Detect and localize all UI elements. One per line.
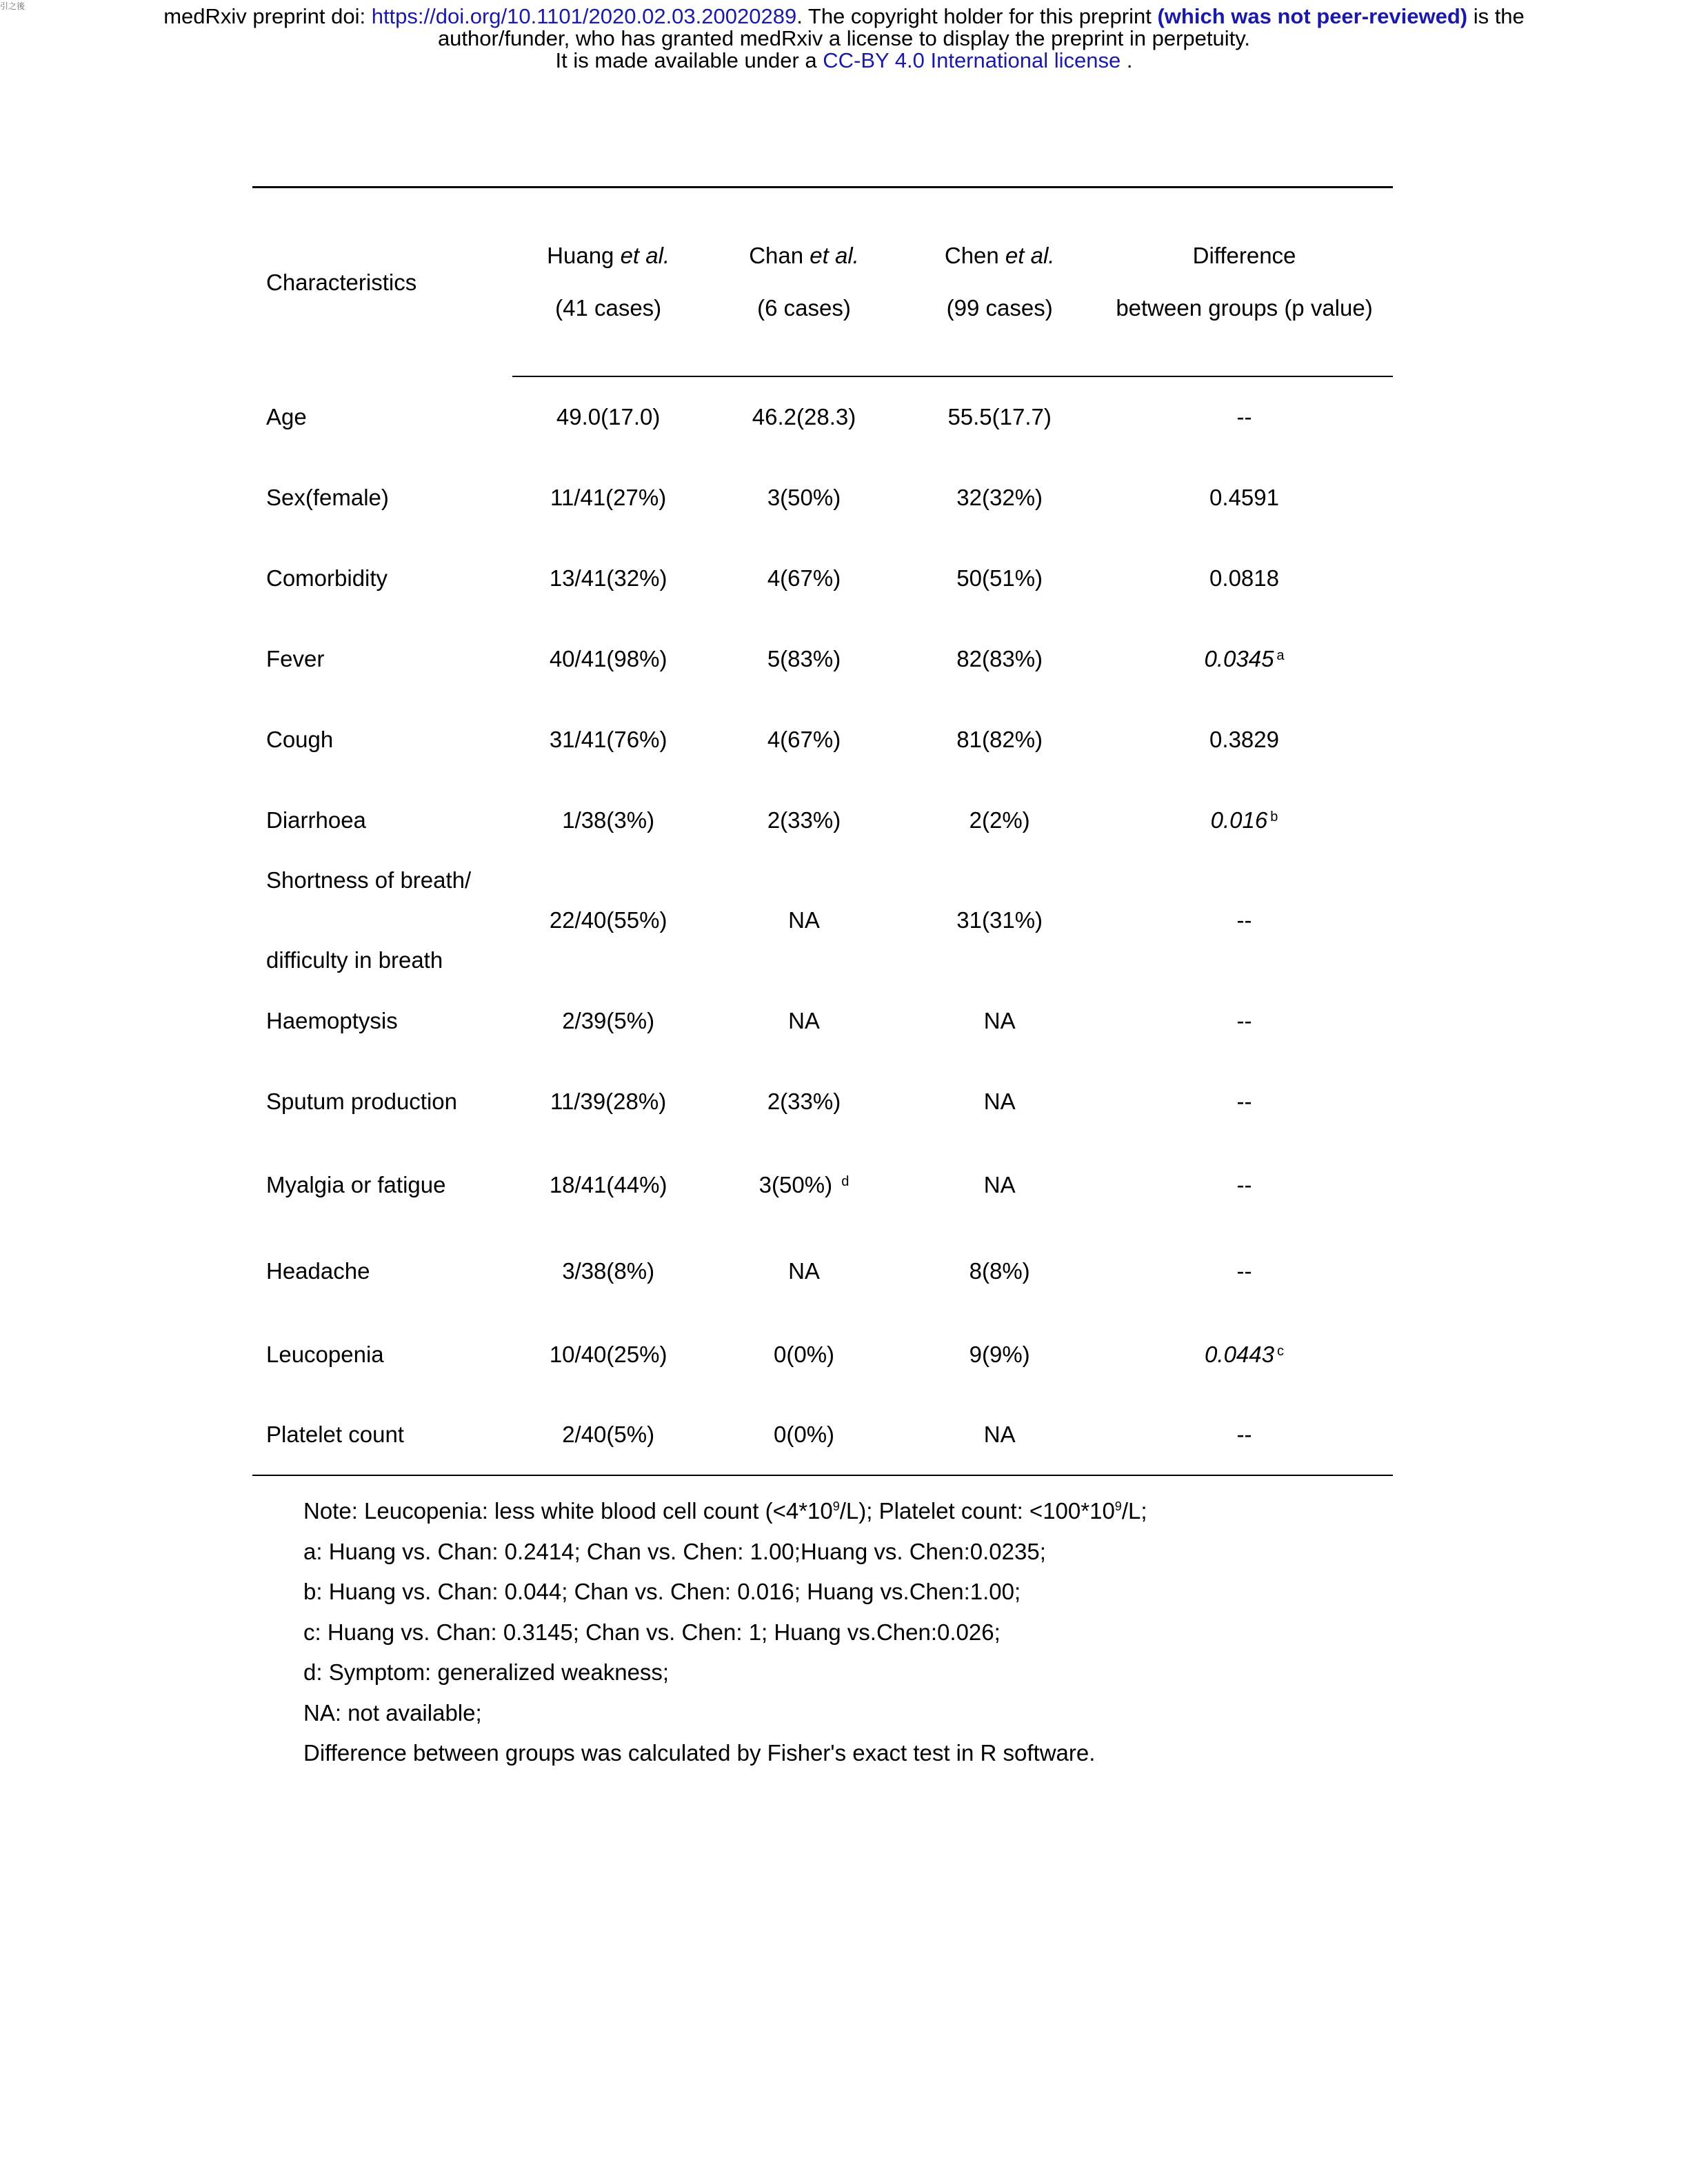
cell-diff: 0.3829 xyxy=(1209,726,1279,752)
table-row xyxy=(252,699,1393,780)
cell-huang: 40/41(98%) xyxy=(549,645,667,671)
row-label: Cough xyxy=(266,726,334,752)
cell-chan: 5(83%) xyxy=(767,645,841,671)
diff-value: 0.0443 xyxy=(1205,1341,1274,1367)
header-huang-etal: et al. xyxy=(620,243,670,268)
cell-diff: -- xyxy=(1236,1257,1252,1284)
license-link[interactable]: CC-BY 4.0 International license xyxy=(823,48,1121,72)
header-chan-etal: et al. xyxy=(810,243,859,268)
cell-chen: 55.5(17.7) xyxy=(947,404,1052,429)
cell-huang: 2/39(5%) xyxy=(562,1007,655,1033)
table-notes xyxy=(303,1486,1147,1774)
row-label xyxy=(252,860,512,980)
doi-link[interactable]: https://doi.org/10.1101/2020.02.03.20020289 xyxy=(371,4,797,28)
table-row xyxy=(252,860,1393,980)
table-row xyxy=(252,1395,1393,1475)
cell-chan xyxy=(705,1142,904,1228)
row-label: Sex(female) xyxy=(266,484,389,510)
cell-huang: 2/40(5%) xyxy=(512,1395,705,1475)
cell-huang: 3/38(8%) xyxy=(562,1257,655,1284)
cell-chan: 0(0%) xyxy=(705,1395,904,1475)
cell-chan: 46.2(28.3) xyxy=(752,404,856,429)
cell-huang: 22/40(55%) xyxy=(549,907,667,933)
header-chan-cases: (6 cases) xyxy=(705,281,904,376)
row-label: Sputum production xyxy=(266,1088,458,1114)
preprint-header xyxy=(0,6,1688,72)
exponent: 9 xyxy=(832,1499,840,1513)
cell-chan: NA xyxy=(788,907,820,933)
row-label-line-1: Shortness of breath/ xyxy=(266,867,472,893)
cell-chen: 8(8%) xyxy=(969,1257,1030,1284)
corner-mark: 引之後 xyxy=(0,1,26,11)
note-a: a: Huang vs. Chan: 0.2414; Chan vs. Chen: 1.00;Huang vs. Chen:0.0235; xyxy=(303,1538,1046,1564)
note-c: c: Huang vs. Chan: 0.3145; Chan vs. Chen: 1; Huang vs.Chen:0.026; xyxy=(303,1619,1001,1645)
cell-diff xyxy=(1096,618,1393,699)
header-prefix: medRxiv preprint doi: xyxy=(163,4,372,28)
header-line3-suffix: . xyxy=(1121,48,1133,72)
note-na: NA: not available; xyxy=(303,1699,482,1726)
table-row xyxy=(252,538,1393,618)
cell-chan: 0(0%) xyxy=(774,1341,835,1367)
header-suffix: is the xyxy=(1467,4,1525,28)
header-chen-etal: et al. xyxy=(1005,243,1055,268)
header-huang xyxy=(512,188,705,282)
cell-chen: 9(9%) xyxy=(969,1341,1030,1367)
cell-diff: -- xyxy=(1236,1007,1252,1033)
cell-chen: 2(2%) xyxy=(969,807,1030,833)
footnote-marker: b xyxy=(1270,809,1278,825)
cell-huang: 11/41(27%) xyxy=(550,484,667,510)
cell-chen: NA xyxy=(983,1088,1016,1114)
cell-chen: 32(32%) xyxy=(956,484,1043,510)
header-characteristics: Characteristics xyxy=(252,188,512,377)
cell-chen: 82(83%) xyxy=(956,645,1043,671)
cell-chan: 2(33%) xyxy=(767,807,841,833)
cell-huang: 49.0(17.0) xyxy=(556,404,661,429)
cell-diff: -- xyxy=(1236,1088,1252,1114)
note-text: /L; xyxy=(1121,1498,1147,1524)
note-b: b: Huang vs. Chan: 0.044; Chan vs. Chen: 0.016; Huang vs.Chen:1.00; xyxy=(303,1579,1021,1604)
table-header-row-top xyxy=(252,188,1393,282)
cell-diff xyxy=(1096,780,1393,860)
row-label: Age xyxy=(266,403,307,429)
cell-diff: 0.4591 xyxy=(1209,484,1279,510)
cell-huang: 31/41(76%) xyxy=(549,726,667,752)
cell-huang: 11/39(28%) xyxy=(550,1088,667,1114)
cell-chen: 50(51%) xyxy=(956,565,1043,591)
cell-chan: 2(33%) xyxy=(767,1088,841,1114)
cell-diff: 0.0818 xyxy=(1209,565,1279,591)
table-row xyxy=(252,457,1393,538)
chan-value: 3(50%) xyxy=(758,1171,839,1197)
row-label-line-2: difficulty in breath xyxy=(266,947,443,973)
header-difference-sub: between groups (p value) xyxy=(1096,281,1393,376)
header-huang-name: Huang xyxy=(547,243,621,268)
row-label: Leucopenia xyxy=(266,1341,384,1367)
cell-huang: 18/41(44%) xyxy=(549,1171,667,1197)
cell-huang: 10/40(25%) xyxy=(549,1341,667,1367)
header-chan-name: Chan xyxy=(749,243,810,268)
not-peer-reviewed-note: (which was not peer-reviewed) xyxy=(1157,4,1468,28)
row-label: Fever xyxy=(266,645,325,671)
row-label: Comorbidity xyxy=(266,565,388,591)
note-method: Difference between groups was calculated by Fisher's exact test in R software. xyxy=(303,1740,1096,1766)
row-label: Myalgia or fatigue xyxy=(266,1171,446,1197)
footnote-marker: d xyxy=(841,1173,850,1189)
row-label: Platelet count xyxy=(252,1395,512,1475)
note-text: Note: Leucopenia: less white blood cell count (<4*10 xyxy=(303,1498,833,1524)
cell-chen: NA xyxy=(903,1395,1096,1475)
cell-chan: NA xyxy=(788,1007,820,1033)
cell-chen: NA xyxy=(983,1007,1016,1033)
diff-value: 0.0345 xyxy=(1204,645,1274,671)
header-chen-name: Chen xyxy=(944,243,1005,268)
diff-value: 0.016 xyxy=(1210,807,1268,833)
row-label: Haemoptysis xyxy=(266,1007,398,1033)
characteristics-table xyxy=(252,186,1393,1476)
cell-diff: -- xyxy=(1236,907,1252,933)
table-row xyxy=(252,1314,1393,1395)
table-row xyxy=(252,1142,1393,1228)
cell-huang: 13/41(32%) xyxy=(549,565,667,591)
header-line-3 xyxy=(0,50,1688,72)
table-row xyxy=(252,376,1393,457)
header-chan xyxy=(705,188,904,282)
note-text: /L); Platelet count: <100*10 xyxy=(839,1498,1115,1524)
header-line-2: author/funder, who has granted medRxiv a license to display the preprint in perpetuity. xyxy=(437,26,1251,50)
header-line3-prefix: It is made available under a xyxy=(555,48,823,72)
row-label: Diarrhoea xyxy=(266,807,366,833)
row-label: Headache xyxy=(266,1257,370,1284)
cell-chan: 4(67%) xyxy=(767,726,841,752)
cell-chen: 81(82%) xyxy=(956,726,1043,752)
table-row xyxy=(252,780,1393,860)
cell-diff: -- xyxy=(1236,1171,1252,1197)
table-row xyxy=(252,980,1393,1061)
table-row xyxy=(252,1061,1393,1142)
cell-chen: NA xyxy=(983,1171,1016,1197)
cell-diff: -- xyxy=(1236,404,1252,429)
cell-chen: 31(31%) xyxy=(956,907,1043,933)
cell-chan: NA xyxy=(788,1257,820,1284)
header-difference: Difference xyxy=(1096,188,1393,282)
header-mid: . The copyright holder for this preprint xyxy=(796,4,1158,28)
cell-chan: 3(50%) xyxy=(767,484,841,510)
footnote-marker: a xyxy=(1276,647,1285,663)
cell-huang: 1/38(3%) xyxy=(562,807,655,833)
note-definitions xyxy=(303,1486,1147,1532)
header-huang-cases: (41 cases) xyxy=(512,281,705,376)
note-d: d: Symptom: generalized weakness; xyxy=(303,1659,670,1685)
cell-diff: -- xyxy=(1096,1395,1393,1475)
cell-chan: 4(67%) xyxy=(767,565,841,591)
cell-diff xyxy=(1096,1314,1393,1395)
footnote-marker: c xyxy=(1276,1343,1284,1359)
exponent: 9 xyxy=(1114,1499,1122,1513)
table-row xyxy=(252,618,1393,699)
header-chen xyxy=(903,188,1096,282)
header-chen-cases: (99 cases) xyxy=(903,281,1096,376)
header-line-1 xyxy=(0,6,1688,28)
table-row xyxy=(252,1228,1393,1314)
